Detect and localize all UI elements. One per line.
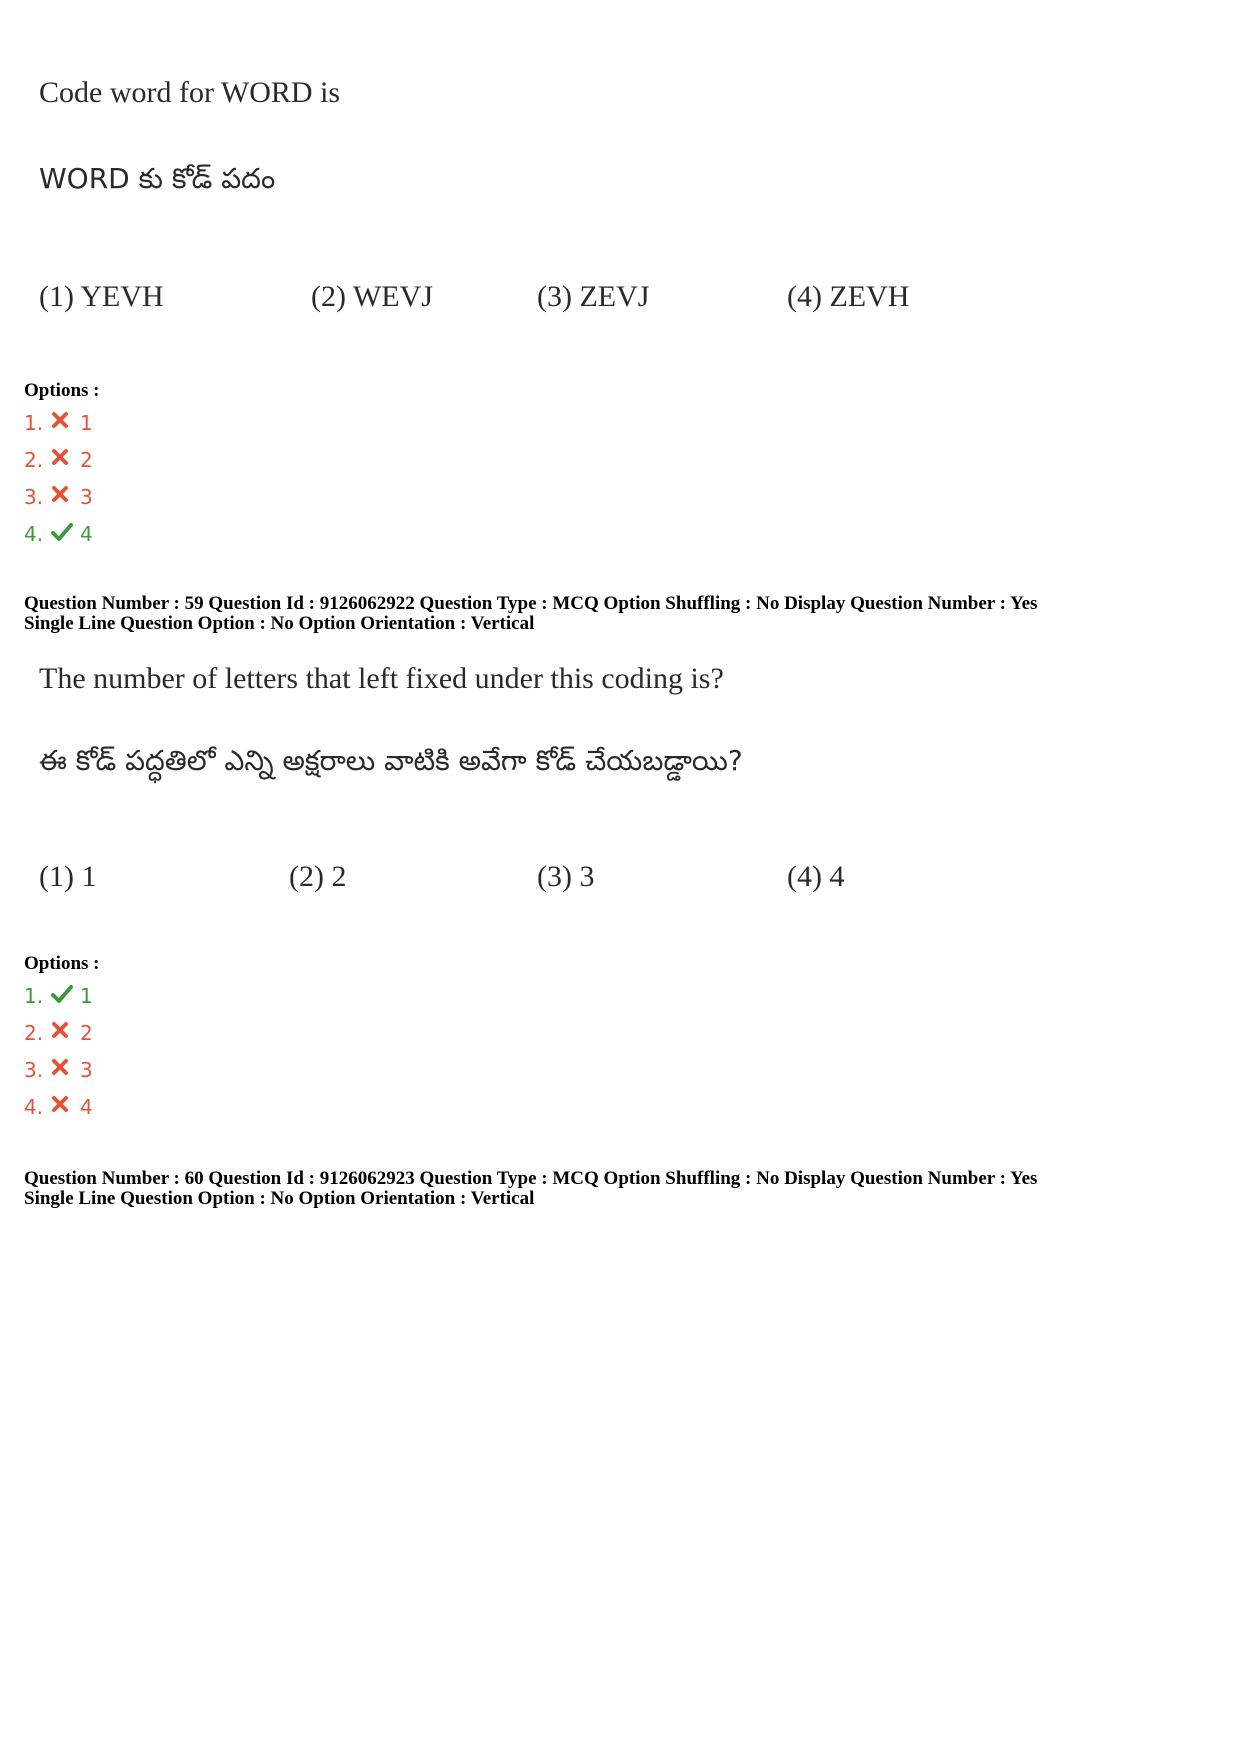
option-value: 3 (80, 1058, 93, 1082)
option-row (24, 410, 93, 436)
option-number: 4. (24, 522, 44, 546)
question-meta-60 (24, 1169, 1037, 1209)
option-row (24, 983, 93, 1009)
question-59-image (25, 660, 1025, 920)
option-number: 3. (24, 1058, 44, 1082)
option-value: 3 (80, 485, 93, 509)
option-number: 2. (24, 448, 44, 472)
choice-2: (2) 2 (289, 860, 347, 893)
choice-1: (1) YEVH (39, 280, 164, 313)
cross-icon (50, 447, 80, 473)
option-row (24, 1094, 93, 1120)
question-text-en: The number of letters that left fixed under this coding is? (39, 662, 724, 695)
cross-icon (50, 484, 80, 510)
option-row (24, 447, 93, 473)
cross-icon (50, 1020, 80, 1046)
option-value: 4 (80, 522, 93, 546)
option-row (24, 1020, 93, 1046)
option-number: 2. (24, 1021, 44, 1045)
cross-icon (50, 410, 80, 436)
option-value: 2 (80, 1021, 93, 1045)
choice-3: (3) ZEVJ (537, 280, 650, 313)
option-value: 1 (80, 984, 93, 1008)
cross-icon (50, 1094, 80, 1120)
option-row (24, 484, 93, 510)
choice-4: (4) ZEVH (787, 280, 910, 313)
choice-2: (2) WEVJ (311, 280, 433, 313)
option-value: 2 (80, 448, 93, 472)
option-value: 4 (80, 1095, 93, 1119)
question-text-en: Code word for WORD is (39, 76, 341, 109)
options-heading: Options : (24, 380, 100, 401)
meta-line-1: Question Number : 60 Question Id : 9126062923 Question Type : MCQ Option Shuffling : No Display Question Number : Yes (24, 1168, 1038, 1189)
option-row (24, 1057, 93, 1083)
option-value: 1 (80, 411, 93, 435)
choice-4: (4) 4 (787, 860, 845, 893)
question-58-image (25, 70, 1025, 330)
check-icon (50, 521, 80, 547)
meta-line-2: Single Line Question Option : No Option Orientation : Vertical (24, 613, 535, 634)
check-icon (50, 983, 80, 1009)
option-number: 4. (24, 1095, 44, 1119)
question-meta-59 (24, 594, 1037, 634)
option-row (24, 521, 93, 547)
option-number: 1. (24, 411, 44, 435)
choice-1: (1) 1 (39, 860, 97, 893)
cross-icon (50, 1057, 80, 1083)
question-text-te: ఈ కోడ్ పద్ధతిలో ఎన్ని అక్షరాలు వాటికి అవేగా కోడ్ చేయబడ్డాయి? (39, 744, 743, 777)
meta-line-2: Single Line Question Option : No Option Orientation : Vertical (24, 1188, 535, 1209)
choice-3: (3) 3 (537, 860, 595, 893)
options-heading: Options : (24, 953, 100, 974)
option-number: 1. (24, 984, 44, 1008)
question-text-te: WORD కు కోడ్ పదం (39, 162, 276, 195)
option-number: 3. (24, 485, 44, 509)
meta-line-1: Question Number : 59 Question Id : 9126062922 Question Type : MCQ Option Shuffling : No Display Question Number : Yes (24, 593, 1038, 614)
